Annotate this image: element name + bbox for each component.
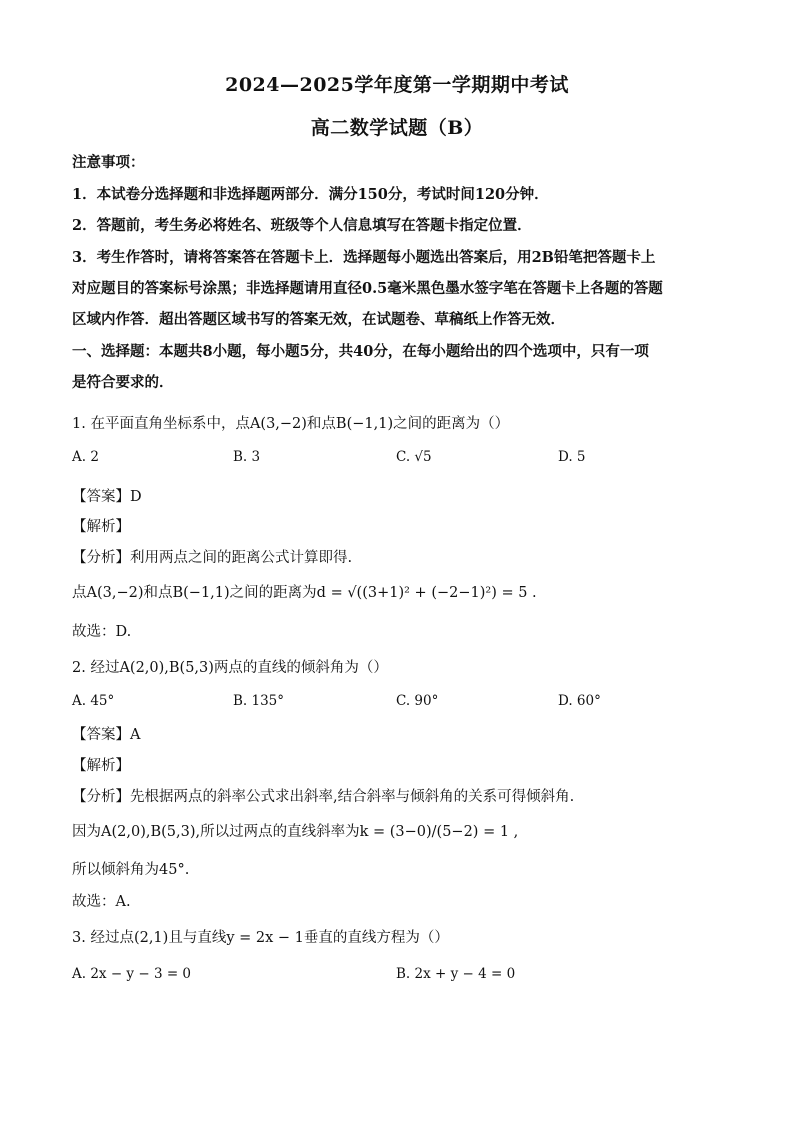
- exam-title: 2024—2025学年度第一学期期中考试: [225, 74, 569, 96]
- q1-conclusion: 故选：D.: [72, 624, 132, 640]
- q1-solution: 点A(3,−2)和点B(−1,1)之间的距离为d = √((3+1)² + (−2−1)²) = 5 .: [72, 585, 537, 601]
- section-heading-line-1: 一、选择题：本题共8小题，每小题5分，共40分，在每小题给出的四个选项中，只有一项: [72, 343, 649, 360]
- q3-stem: 3. 经过点(2,1)且与直线y = 2x − 1垂直的直线方程为（）: [72, 930, 449, 946]
- q2-analysis: 【分析】先根据两点的斜率公式求出斜率,结合斜率与倾斜角的关系可得倾斜角.: [72, 789, 575, 805]
- q1-option-d: D. 5: [558, 449, 586, 465]
- q2-answer: 【答案】A: [72, 727, 141, 743]
- q2-conclusion: 故选：A.: [72, 894, 131, 910]
- q2-solution-2: 所以倾斜角为45°.: [72, 862, 190, 878]
- q2-option-c: C. 90°: [396, 693, 439, 709]
- notice-heading: 注意事项：: [72, 154, 145, 171]
- q1-analysis-label: 【解析】: [72, 519, 130, 535]
- q1-option-b: B. 3: [233, 449, 261, 465]
- q2-solution: 因为A(2,0),B(5,3),所以过两点的直线斜率为k = (3−0)/(5−2) = 1 ,: [72, 824, 519, 840]
- notice-item-2: 2．答题前，考生务必将姓名、班级等个人信息填写在答题卡指定位置．: [72, 217, 532, 234]
- q2-option-d: D. 60°: [558, 693, 601, 709]
- q1-analysis: 【分析】利用两点之间的距离公式计算即得.: [72, 550, 353, 566]
- q2-option-a: A. 45°: [72, 693, 115, 709]
- q2-option-b: B. 135°: [233, 693, 285, 709]
- q1-stem: 1. 在平面直角坐标系中，点A(3,−2)和点B(−1,1)之间的距离为（）: [72, 416, 510, 432]
- notice-item-3-line-3: 区域内作答．超出答题区域书写的答案无效，在试题卷、草稿纸上作答无效．: [72, 311, 565, 328]
- exam-subtitle: 高二数学试题（B）: [310, 117, 484, 139]
- notice-item-1: 1．本试卷分选择题和非选择题两部分．满分150分，考试时间120分钟．: [72, 186, 549, 203]
- q3-option-b: B. 2x + y − 4 = 0: [396, 966, 516, 982]
- q1-option-c: C. √5: [396, 449, 432, 465]
- q1-option-a: A. 2: [72, 449, 99, 465]
- section-heading-line-2: 是符合要求的．: [72, 374, 174, 391]
- q1-answer: 【答案】D: [72, 489, 142, 505]
- q2-stem: 2. 经过A(2,0),B(5,3)两点的直线的倾斜角为（）: [72, 660, 388, 676]
- notice-item-3-line-1: 3．考生作答时，请将答案答在答题卡上．选择题每小题选出答案后，用2B铅笔把答题卡上: [72, 249, 656, 266]
- notice-item-3-line-2: 对应题目的答案标号涂黑；非选择题请用直径0.5毫米黑色墨水签字笔在答题卡上各题的答题: [72, 280, 663, 297]
- q2-analysis-label: 【解析】: [72, 758, 130, 774]
- q3-option-a: A. 2x − y − 3 = 0: [72, 966, 192, 982]
